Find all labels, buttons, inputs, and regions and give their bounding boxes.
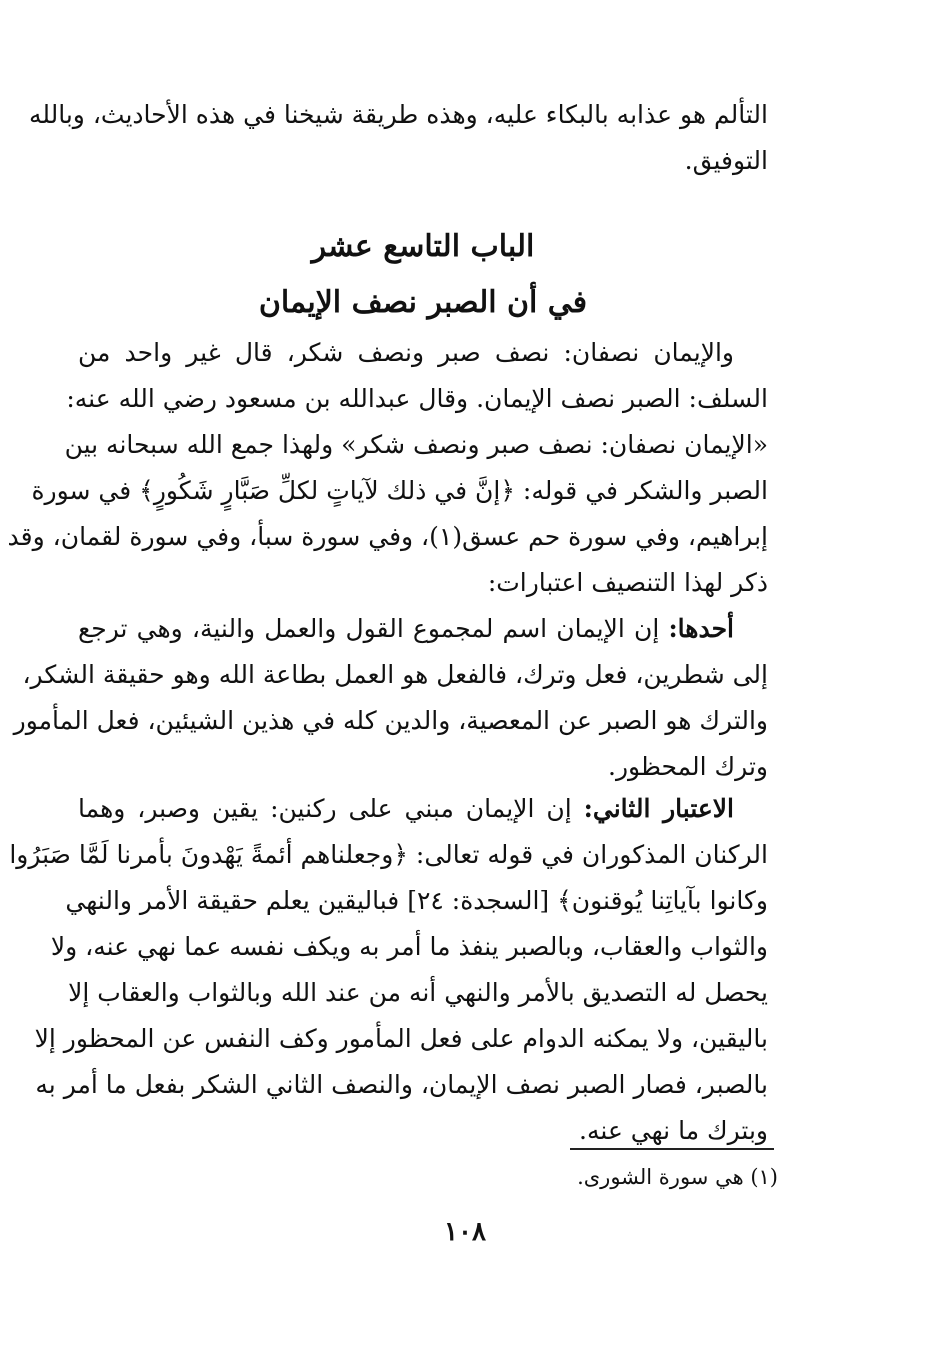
text-line: وترك المحظور. [608,752,768,781]
text-line: الصبر والشكر في قوله: ﴿إنَّ في ذلك لآياتٍ لكلِّ صَبَّارٍ شَكُورٍ﴾ في سورة [31,476,768,505]
chapter-heading: الباب التاسع عشر [311,229,535,264]
text-line [78,786,768,832]
text-line-content: إن الإيمان مبني على ركنين: يقين وصبر، وهما [78,794,572,823]
paragraph-label: الاعتبار الثاني: [583,794,734,823]
intro-paragraph [28,92,768,184]
page-number: ١٠٨ [444,1217,486,1247]
text-line: والترك هو الصبر عن المعصية، والدين كله في هذين الشيئين، فعل المأمور [13,706,768,735]
paragraph-one [7,330,768,606]
paragraph-three [9,786,768,1154]
paragraph-label: أحدها: [668,614,734,643]
text-line: باليقين، ولا يمكنه الدوام على فعل المأمور وكف النفس عن المحظور إلا [34,1024,768,1053]
text-line: بالصبر، فصار الصبر نصف الإيمان، والنصف الثاني الشكر بفعل ما أمر به [35,1070,768,1099]
footnote: (١) هي سورة الشورى. [577,1165,778,1189]
footnote-divider [570,1148,774,1150]
text-line: والثواب والعقاب، وبالصبر ينفذ ما أمر به ويكف نفسه عما نهي عنه، ولا [50,932,768,961]
text-line: والإيمان نصفان: نصف صبر ونصف شكر، قال غير واحد من [78,338,734,367]
text-line: التألم هو عذابه بالبكاء عليه، وهذه طريقة شيخنا في هذه الأحاديث، وبالله [28,100,768,129]
text-line: الركنان المذكوران في قوله تعالى: ﴿وجعلناهم أئمةً يَهْدونَ بأمرنا لَمَّا صَبَرُوا [9,840,768,869]
text-line: إبراهيم، وفي سورة حم عسق(١)، وفي سورة سبأ، وفي سورة لقمان، وقد [7,522,768,551]
text-line: التوفيق. [684,146,768,175]
chapter-title: في أن الصبر نصف الإيمان [258,285,588,320]
text-line: وبترك ما نهي عنه. [579,1116,768,1145]
text-line-content: إن الإيمان اسم لمجموع القول والعمل والنية، وهي ترجع [78,614,660,643]
text-line: ذكر لهذا التنصيف اعتبارات: [487,568,768,597]
paragraph-two [13,606,768,790]
text-line [78,606,768,652]
text-line: وكانوا بآياتِنا يُوقنون﴾ [السجدة: ٢٤] فباليقين يعلم حقيقة الأمر والنهي [65,886,768,915]
text-line: «الإيمان نصفان: نصف صبر ونصف شكر» ولهذا جمع الله سبحانه بين [64,430,768,459]
text-line: السلف: الصبر نصف الإيمان. وقال عبدالله بن مسعود رضي الله عنه: [66,384,768,413]
text-line: يحصل له التصديق بالأمر والنهي أنه من عند الله وبالثواب والعقاب إلا [68,978,768,1007]
text-line: إلى شطرين، فعل وترك، فالفعل هو العمل بطاعة الله وهو حقيقة الشكر، [22,660,768,689]
